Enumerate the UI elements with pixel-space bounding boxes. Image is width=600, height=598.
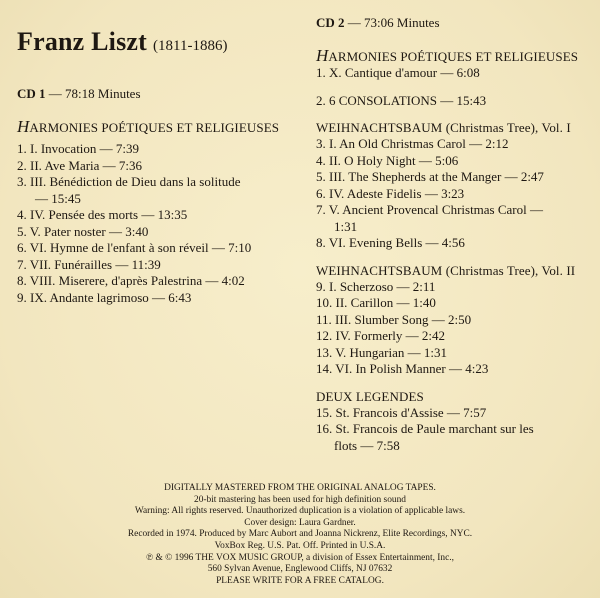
track-item: 9. IX. Andante lagrimoso — 6:43 [17, 289, 192, 305]
track-item: 13. V. Hungarian — 1:31 [316, 344, 447, 360]
section-initial: H [316, 46, 329, 65]
track-item: 9. I. Scherzoso — 2:11 [316, 278, 436, 294]
composer-dates: (1811-1886) [153, 38, 228, 54]
track-item: 2. 6 CONSOLATIONS — 15:43 [316, 92, 487, 108]
footer-line: VoxBox Reg. U.S. Pat. Off. Printed in U.S.A. [214, 540, 386, 551]
footer-line: PLEASE WRITE FOR A FREE CATALOG. [216, 575, 384, 586]
track-item: 14. VI. In Polish Manner — 4:23 [316, 361, 489, 376]
track-item: 15. St. Francois d'Assise — 7:57 [316, 404, 487, 420]
track-item: 1. X. Cantique d'amour — 6:08 [316, 65, 480, 80]
track-item: 2. II. Ave Maria — 7:36 [17, 157, 143, 173]
track-item: 16. St. Francois de Paule marchant sur les [316, 421, 534, 436]
cd2-duration: — 73:06 Minutes [344, 15, 440, 30]
track-item: 3. I. An Old Christmas Carol — 2:12 [316, 136, 509, 151]
right-column [316, 15, 586, 454]
cd1-label: CD 1 [17, 86, 46, 101]
cd1-duration: — 78:18 Minutes [45, 86, 141, 101]
track-item: 7. V. Ancient Provencal Christmas Carol — [316, 202, 543, 217]
footer-line: 20-bit mastering has been used for high definition sound [194, 494, 406, 505]
cd2-section-deux-legendes: DEUX LEGENDES [316, 388, 424, 404]
track-item: 6. IV. Adeste Fidelis — 3:23 [316, 185, 465, 201]
track-item: 3. III. Bénédiction de Dieu dans la solitude [17, 174, 241, 189]
footer-line: Warning: All rights reserved. Unauthorized duplication is a violation of applicable laws. [134, 506, 466, 517]
track-item: 8. VI. Evening Bells — 4:56 [316, 235, 465, 250]
track-item: 5. III. The Shepherds at the Manger — 2:47 [316, 169, 544, 184]
track-item-continuation: — 15:45 [35, 190, 81, 206]
cd2-section-weihnachtsbaum-2: WEIHNACHTSBAUM (Christmas Tree), Vol. II [316, 262, 576, 278]
track-item: 4. II. O Holy Night — 5:06 [316, 152, 459, 168]
track-item: 7. VII. Funérailles — 11:39 [17, 256, 161, 272]
cd1-track-list [17, 141, 302, 306]
cd2-track-list-harmonies [316, 65, 586, 82]
footer-line: ℗ & © 1996 THE VOX MUSIC GROUP, a division of Essex Entertainment, Inc., [146, 552, 454, 563]
track-item: 6. VI. Hymne de l'enfant à son réveil — 7:10 [17, 240, 252, 255]
cd2-track-list-weihnachtsbaum-1 [316, 136, 586, 252]
composer-name: Franz Liszt [17, 27, 148, 56]
cd2-track-list-legendes [316, 405, 586, 455]
cd2-track-list-consolations [316, 93, 586, 110]
track-item: 4. IV. Pensée des morts — 13:35 [17, 207, 188, 222]
footer-line: Cover design: Laura Gardner. [244, 517, 356, 528]
footer-line: DIGITALLY MASTERED FROM THE ORIGINAL ANALOG TAPES. [164, 483, 436, 493]
composer-heading [17, 27, 302, 61]
cd2-label: CD 2 [316, 15, 345, 30]
section-rest: ARMONIES POÉTIQUES ET RELIGIEUSES [29, 120, 280, 135]
track-item-continuation: flots — 7:58 [334, 437, 400, 453]
credits-footer [70, 483, 530, 587]
track-item: 12. IV. Formerly — 2:42 [316, 328, 446, 343]
cd2-section-weihnachtsbaum-1: WEIHNACHTSBAUM (Christmas Tree), Vol. I [316, 120, 571, 135]
cd2-track-list-weihnachtsbaum-2 [316, 279, 586, 378]
track-item: 11. III. Slumber Song — 2:50 [316, 311, 472, 327]
cd2-section-harmonies [316, 48, 586, 65]
section-rest: ARMONIES POÉTIQUES ET RELIGIEUSES [328, 49, 579, 64]
track-item: 5. V. Pater noster — 3:40 [17, 223, 149, 239]
track-item: 1. I. Invocation — 7:39 [17, 141, 140, 156]
track-item: 10. II. Carillon — 1:40 [316, 295, 436, 310]
footer-line: 560 Sylvan Avenue, Englewood Cliffs, NJ 07632 [207, 564, 393, 575]
track-item: 8. VIII. Miserere, d'après Palestrina — 4:02 [17, 273, 245, 288]
cd1-section-title [17, 119, 302, 136]
cd2-heading [316, 15, 586, 31]
section-initial: H [17, 117, 30, 136]
left-column [17, 27, 302, 306]
track-item-continuation: 1:31 [334, 218, 358, 234]
cd1-heading [17, 86, 302, 102]
footer-line: Recorded in 1974. Produced by Marc Aubort and Joanna Nickrenz, Elite Recordings, NYC. [127, 529, 473, 540]
